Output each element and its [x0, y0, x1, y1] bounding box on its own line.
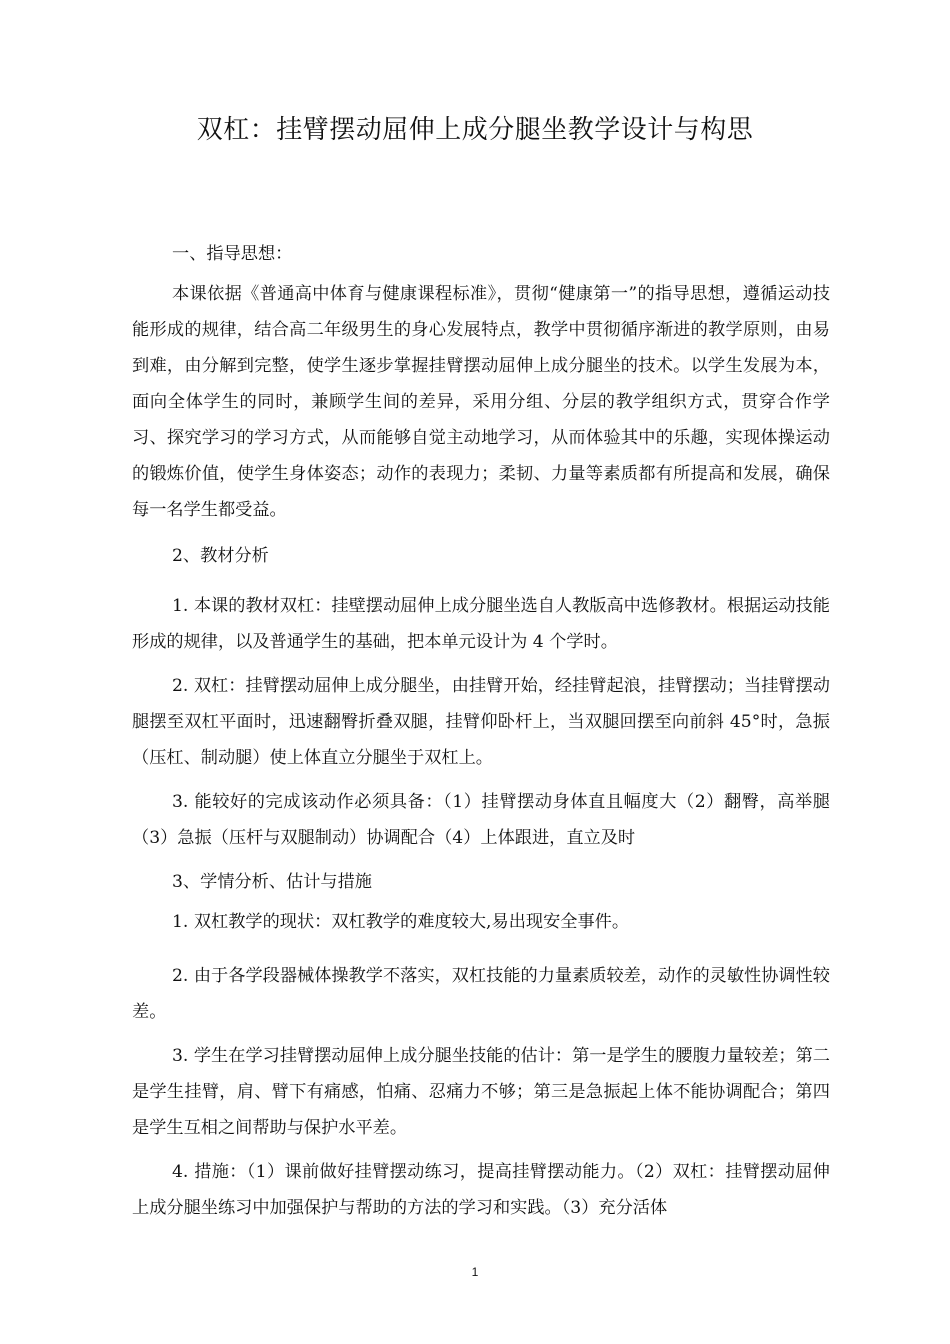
material-item-3: 3. 能较好的完成该动作必须具备：（1）挂臂摆动身体直且幅度大（2）翻臀，高举腿（3）急振（压杆与双腿制动）协调配合（4）上体跟进，直立及时 — [132, 792, 830, 848]
material-item-1: 1. 本课的教材双杠：挂壁摆动屈伸上成分腿坐选自人教版高中选修教材。根据运动技能形成的规律，以及普通学生的基础，把本单元设计为 4 个学时。 — [132, 596, 830, 652]
page-number: 1 — [471, 1265, 479, 1279]
material-item-2: 2. 双杠：挂臂摆动屈伸上成分腿坐，由挂臂开始，经挂臂起浪，挂臂摆动；当挂臂摆动腿摆至双杠平面时，迅速翻臀折叠双腿，挂臂仰卧杆上，当双腿回摆至向前斜 45°时，急振（压杠、制动腿）使上体直立分腿坐于双杠上。 — [132, 676, 830, 768]
learner-item-2: 2. 由于各学段器械体操教学不落实，双杠技能的力量素质较差，动作的灵敏性协调性较差。 — [132, 966, 830, 1022]
learner-item-3: 3. 学生在学习挂臂摆动屈伸上成分腿坐技能的估计：第一是学生的腰腹力量较差；第二是学生挂臂，肩、臂下有痛感，怕痛、忍痛力不够；第三是急振起上体不能协调配合；第四是学生互相之间帮助与保护水平差。 — [132, 1046, 830, 1138]
guiding-idea-paragraph: 本课依据《普通高中体育与健康课程标准》，贯彻“健康第一”的指导思想，遵循运动技能形成的规律，结合高二年级男生的身心发展特点，教学中贯彻循序渐进的教学原则，由易到难，由分解到完整，使学生逐步掌握挂臂摆动屈伸上成分腿坐的技术。以学生发展为本，面向全体学生的同时，兼顾学生间的差异，采用分组、分层的教学组织方式，贯穿合作学习、探究学习的学习方式，从而能够自觉主动地学习，从而体验其中的乐趣，实现体操运动的锻炼价值，使学生身体姿态；动作的表现力；柔韧、力量等素质都有所提高和发展，确保每一名学生都受益。 — [132, 284, 830, 520]
learner-item-1: 1. 双杠教学的现状：双杠教学的难度较大,易出现安全事件。 — [172, 912, 630, 932]
learner-item-4: 4. 措施：（1）课前做好挂臂摆动练习，提高挂臂摆动能力。（2）双杠：挂臂摆动屈伸上成分腿坐练习中加强保护与帮助的方法的学习和实践。（3）充分活体 — [132, 1162, 830, 1218]
document-body — [132, 236, 830, 1234]
document-title: 双杠：挂臂摆动屈伸上成分腿坐教学设计与构思 — [196, 115, 754, 145]
section-heading-learner-analysis: 3、学情分析、估计与措施 — [172, 872, 372, 892]
section-heading-material-analysis: 2、教材分析 — [172, 546, 269, 566]
section-heading-guiding-idea: 一、指导思想： — [172, 244, 293, 264]
